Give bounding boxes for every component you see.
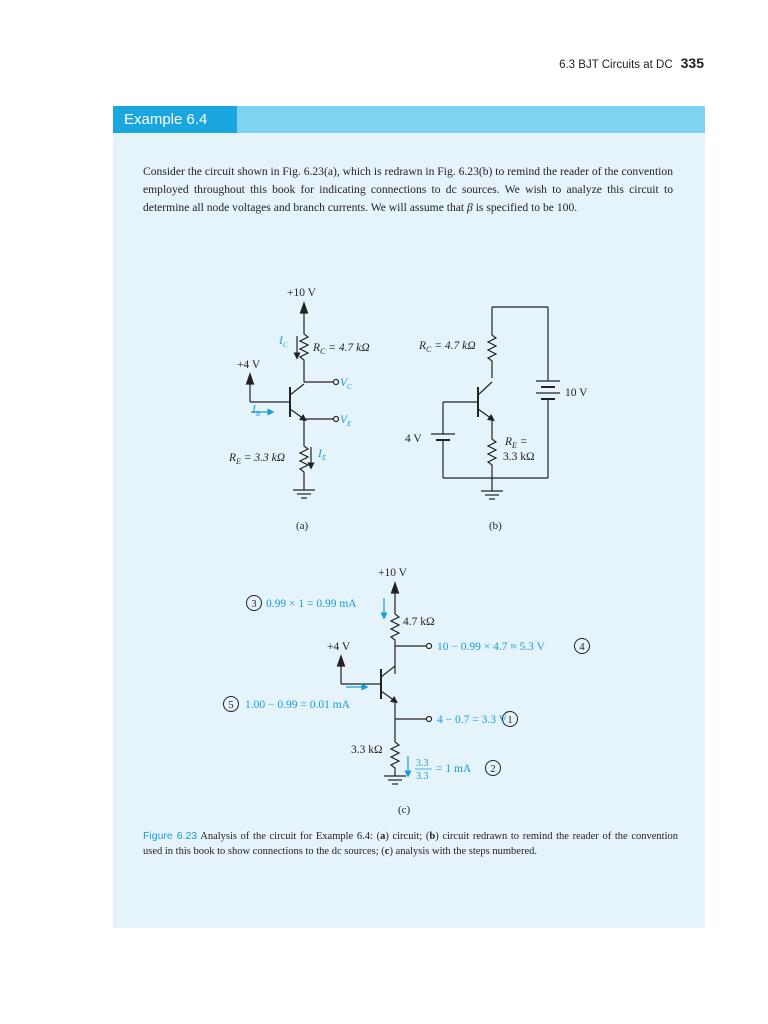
c-step2-numerator: 3.3 [416, 758, 429, 769]
c-base-supply-label: +4 V [327, 641, 351, 653]
figure-caption-label: Figure 6.23 [143, 830, 198, 842]
c-step4-number: 4 [579, 642, 585, 653]
a-rc-label: $R_C = 4.7$ kΩ [313, 342, 370, 356]
circuit-c-labels [228, 598, 585, 816]
b-caption: (b) [489, 520, 502, 532]
b-resistor-re [488, 436, 496, 478]
c-rc-value: 4.7 kΩ [403, 616, 435, 628]
c-caption: (c) [398, 804, 411, 816]
a-supply-label: +10 V [287, 287, 316, 299]
c-step5-number: 5 [228, 700, 234, 711]
a-resistor-rc [300, 331, 308, 368]
b-re-label-line1: $R_E$ = [505, 436, 528, 450]
c-step4-text: 10 − 0.99 × 4.7 ≈ 5.3 V [437, 641, 545, 653]
c-step2-denominator: 3.3 [416, 771, 429, 782]
b-re-label-line2: 3.3 kΩ [503, 451, 535, 463]
c-step3-text: 0.99 × 1 = 0.99 mA [266, 598, 357, 610]
running-head [559, 55, 704, 71]
a-re-label: $R_E = 3.3$ kΩ [229, 452, 286, 466]
example-panel [113, 106, 705, 928]
b-battery-left-label: 4 V [405, 433, 422, 445]
circuit-b [431, 307, 560, 499]
example-label: Example 6.4 [113, 106, 237, 133]
a-vc-label: $V_C$ [340, 377, 352, 391]
example-intro-text: Consider the circuit shown in Fig. 6.23(a), which is redrawn in Fig. 6.23(b) to remind the reader of the convention employed throughout this book for indicating connections to dc sources. We wish to analyze this circuit to determine all node voltages and branch currents. We will assume that β is specified to be 100. [143, 165, 673, 214]
b-resistor-rc [488, 332, 496, 378]
c-resistor-re [391, 739, 399, 776]
c-step3-number: 3 [251, 599, 257, 610]
figure-caption [143, 829, 678, 859]
page-number: 335 [680, 55, 704, 71]
c-step1-text: 4 − 0.7 = 3.3 V [437, 714, 507, 726]
figure-caption-text: Analysis of the circuit for Example 6.4: (a) circuit; (b) circuit redrawn to remind the reader of the convention used in this book to show connections to the dc sources; (c) analysis with the steps numbered. [143, 831, 678, 857]
b-rc-label: $R_C = 4.7$ kΩ [419, 340, 476, 354]
a-resistor-re [300, 442, 308, 490]
c-step5-text: 1.00 − 0.99 = 0.01 mA [245, 699, 350, 711]
c-re-value: 3.3 kΩ [351, 744, 383, 756]
a-caption: (a) [296, 520, 309, 532]
a-ic-label: $I_C$ [279, 335, 288, 349]
a-ib-label: $I_B$ [252, 404, 261, 418]
c-step2-text: = 1 mA [436, 763, 472, 775]
figure-6-23 [113, 106, 705, 828]
a-ie-label: $I_E$ [318, 448, 327, 462]
c-step1-number: 1 [507, 715, 513, 726]
circuit-a [237, 287, 339, 498]
a-base-supply-label: +4 V [237, 359, 261, 371]
c-step2-number: 2 [490, 764, 496, 775]
circuit-b-labels [405, 340, 588, 532]
section-title: 6.3 BJT Circuits at DC [559, 59, 673, 71]
b-battery-right-label: 10 V [565, 387, 588, 399]
c-supply-label: +10 V [378, 567, 407, 579]
c-resistor-rc [391, 611, 399, 646]
a-ve-label: $V_E$ [340, 414, 352, 428]
